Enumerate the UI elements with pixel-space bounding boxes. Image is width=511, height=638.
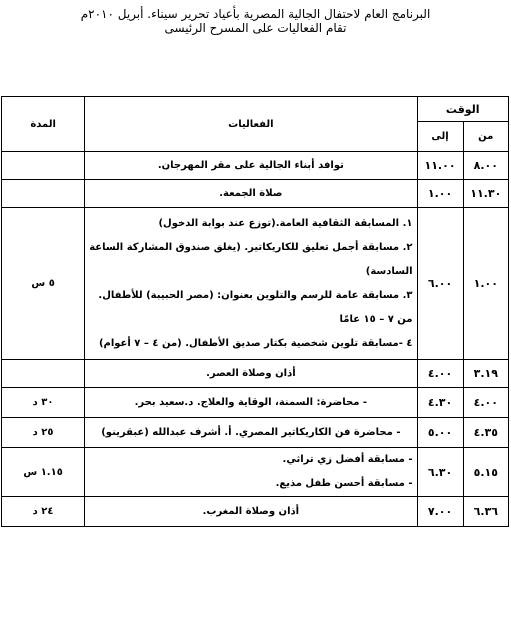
schedule-row (2, 418, 509, 448)
cell-from: ٤.٣٥ (463, 418, 508, 448)
cell-to: ٦.٠٠ (417, 208, 463, 360)
cell-from: ١.٠٠ (463, 208, 508, 360)
cell-duration: ٥ س (2, 208, 85, 360)
cell-from: ٥.١٥ (463, 448, 508, 497)
cell-from: ١١.٣٠ (463, 180, 508, 208)
cell-to: ٤.٠٠ (417, 360, 463, 388)
cell-duration: ٣٠ د (2, 388, 85, 418)
document-title (0, 7, 511, 35)
schedule-row (2, 360, 509, 388)
cell-events (85, 180, 417, 208)
event-line: توافد أبناء الجالية على مقر المهرجان. (157, 159, 344, 171)
event-line: - محاضرة: السمنة، الوقاية والعلاج. د.سعيد بحر. (134, 396, 368, 408)
header-time: الوقت (417, 97, 509, 122)
cell-to: ٤.٣٠ (417, 388, 463, 418)
cell-to: ٧.٠٠ (417, 497, 463, 527)
schedule-row (2, 152, 509, 180)
cell-duration (2, 360, 85, 388)
cell-duration (2, 180, 85, 208)
cell-to: ١.٠٠ (417, 180, 463, 208)
header-events: الفعاليات (85, 97, 417, 152)
event-line: - محاضرة فن الكاريكاتير المصري. أ. أشرف عبدالله (عبقرينو) (101, 426, 401, 438)
event-line: ٤ -مسابقة تلوين شخصية بكتار صديق الأطفال. (من ٤ – ٧ أعوام) (98, 337, 413, 349)
cell-from: ٦.٣٦ (463, 497, 508, 527)
cell-duration (2, 152, 85, 180)
cell-from: ٨.٠٠ (463, 152, 508, 180)
cell-duration: ٢٤ د (2, 497, 85, 527)
event-line: من ٧ – ١٥ عامًا (339, 313, 413, 325)
cell-events (85, 497, 417, 527)
event-line: - مسابقة أفضل زي تراثي. (282, 454, 413, 465)
event-line: ٣. مسابقة عامة للرسم والتلوين بعنوان: (مصر الحبيبة) للأطفال. (98, 289, 413, 301)
event-line: ٢. مسابقة أجمل تعليق للكاريكاتير. (يغلق صندوق المشاركة الساعة (89, 241, 413, 253)
schedule-table (1, 96, 509, 527)
schedule-body (2, 152, 509, 527)
cell-to: ٥.٠٠ (417, 418, 463, 448)
event-line: أذان وصلاة العصر. (206, 367, 296, 379)
cell-events (85, 388, 417, 418)
event-line: ١. المسابقة الثقافية العامة.(توزع عند بوابة الدخول) (158, 217, 413, 229)
header-to: إلى (417, 122, 463, 152)
cell-duration: ٢٥ د (2, 418, 85, 448)
cell-events (85, 152, 417, 180)
cell-to: ١١.٠٠ (417, 152, 463, 180)
event-line: صلاة الجمعة. (219, 187, 283, 199)
header-row-1 (2, 97, 509, 122)
schedule-row (2, 448, 509, 497)
cell-events (85, 418, 417, 448)
cell-events (85, 448, 417, 497)
cell-events (85, 360, 417, 388)
schedule-row (2, 388, 509, 418)
event-line: أذان وصلاة المغرب. (202, 505, 300, 517)
cell-duration: ١.١٥ س (2, 448, 85, 497)
header-duration: المدة (2, 97, 85, 152)
header-from: من (463, 122, 508, 152)
schedule-row (2, 180, 509, 208)
event-line: - مسابقة أحسن طفل مذيع. (275, 478, 413, 489)
title-line-2: تقام الفعاليات على المسرح الرئيسى (164, 21, 347, 35)
cell-from: ٣.١٩ (463, 360, 508, 388)
cell-from: ٤.٠٠ (463, 388, 508, 418)
schedule-row (2, 208, 509, 360)
title-line-1: البرنامج العام لاحتفال الجالية المصرية بأعياد تحرير سيناء. أبريل ٢٠١٠م (80, 7, 431, 21)
event-line: السادسة) (365, 265, 413, 277)
cell-events (85, 208, 417, 360)
schedule-row (2, 497, 509, 527)
cell-to: ٦.٣٠ (417, 448, 463, 497)
